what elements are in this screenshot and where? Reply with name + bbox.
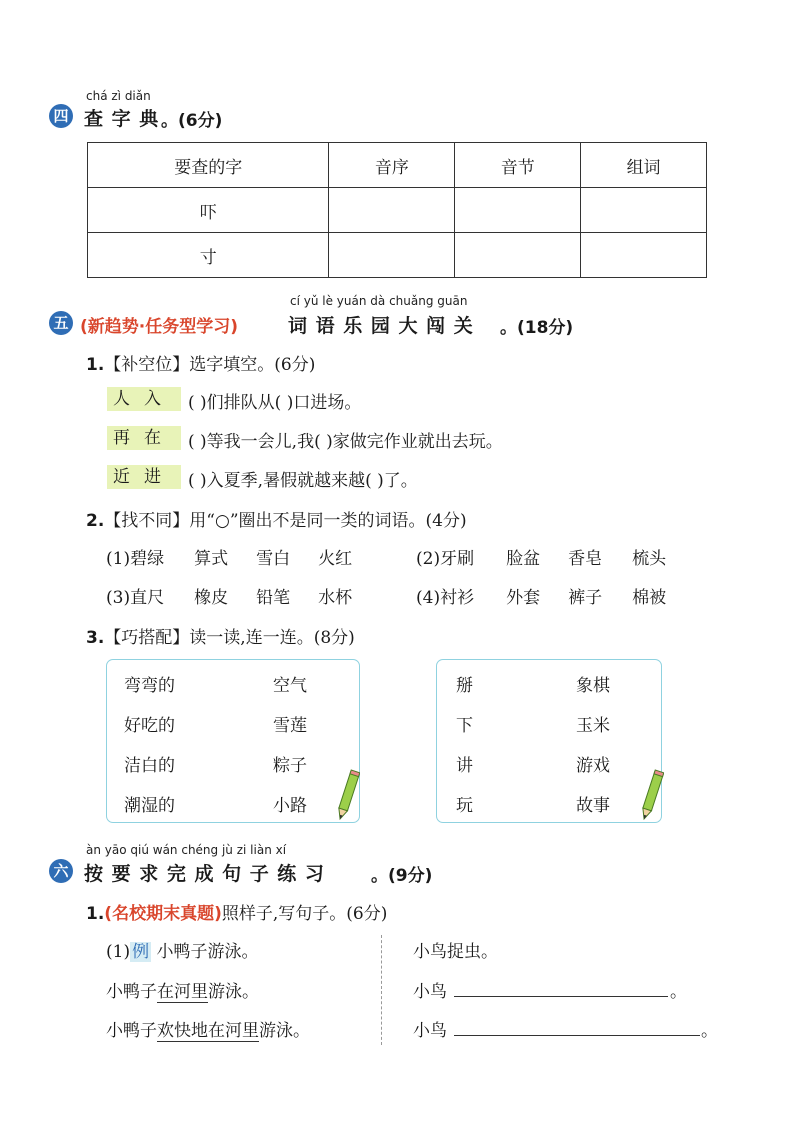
- table-cell-char: 吓: [88, 188, 329, 233]
- word[interactable]: 牙刷: [440, 549, 475, 569]
- example-line-3: [106, 1016, 310, 1041]
- word[interactable]: 衬衫: [440, 588, 475, 608]
- answer-blank-1[interactable]: [454, 976, 668, 997]
- word[interactable]: 棉被: [632, 588, 667, 608]
- word-group-4: [416, 583, 682, 608]
- section5-pinyin: cí yǔ lè yuán dà chuǎng guān: [290, 294, 468, 308]
- table-cell-input[interactable]: [455, 188, 581, 233]
- match-left-item[interactable]: 好吃的: [124, 716, 175, 736]
- word[interactable]: 碧绿: [130, 549, 165, 569]
- fill-sentence-1: ( )们排队从( )口进场。: [188, 393, 362, 413]
- word[interactable]: 雪白: [256, 549, 291, 569]
- example-underlined: 在河里: [157, 982, 208, 1002]
- match-right-item[interactable]: 玉米: [576, 716, 610, 736]
- table-cell-input[interactable]: [455, 233, 581, 278]
- section5-score: 。(18分): [500, 318, 574, 338]
- word[interactable]: 外套: [506, 588, 541, 608]
- word[interactable]: 火红: [318, 549, 353, 569]
- section5-tag: (新趋势·任务型学习): [80, 317, 238, 337]
- example-text: 小鸭子: [106, 1021, 157, 1041]
- s6-q1-number: 1.: [86, 904, 105, 924]
- q3-number: 3.: [86, 628, 105, 648]
- q2-label: 【找不同】用“○”圈出不是同一类的词语。(4分): [104, 511, 467, 531]
- s6-q1-heading: [86, 899, 387, 924]
- example-tag: 例: [132, 942, 150, 962]
- match-right-item[interactable]: 空气: [273, 676, 307, 696]
- exercise-line-2-end: 。: [670, 982, 687, 1002]
- s6-q1-tag: (名校期末真题): [104, 904, 222, 924]
- match-left-item[interactable]: 讲: [456, 756, 473, 776]
- char-pair-3: 近进: [107, 465, 181, 489]
- char-pair-2: 再在: [107, 426, 181, 450]
- match-left-item[interactable]: 潮湿的: [124, 796, 175, 816]
- word[interactable]: 香皂: [568, 549, 603, 569]
- word-group-1: [106, 544, 378, 569]
- exercise-line-3-end: 。: [701, 1021, 718, 1041]
- match-right-item[interactable]: 游戏: [576, 756, 610, 776]
- section4-title: 查 字 典: [84, 108, 160, 130]
- word-group-2: [416, 544, 682, 569]
- table-cell-char: 寸: [88, 233, 329, 278]
- word[interactable]: 算式: [194, 549, 229, 569]
- exercise-line-1: 小鸟捉虫。: [413, 942, 498, 962]
- group-label: (2): [416, 549, 441, 569]
- pencil-icon: [334, 768, 360, 824]
- table-cell-input[interactable]: [329, 188, 455, 233]
- group-label: (1): [106, 549, 131, 569]
- section6-title: 按 要 求 完 成 句 子 练 习: [84, 863, 325, 885]
- example-line-2: [106, 977, 259, 1002]
- group-label: (3): [106, 588, 131, 608]
- match-right-item[interactable]: 雪莲: [273, 716, 307, 736]
- example-underlined: 在河里: [208, 1021, 259, 1041]
- group-label: (4): [416, 588, 441, 608]
- s6-q1-label: 照样子,写句子。(6分): [221, 904, 388, 924]
- word[interactable]: 铅笔: [256, 588, 291, 608]
- example-underlined: 欢快地: [157, 1021, 208, 1041]
- table-cell-input[interactable]: [581, 188, 707, 233]
- example-text: 游泳。: [259, 1021, 310, 1041]
- example-line-1: [106, 937, 259, 962]
- q3-label: 【巧搭配】读一读,连一连。(8分): [104, 628, 355, 648]
- word[interactable]: 橡皮: [194, 588, 229, 608]
- section4-score: 。(6分): [161, 111, 223, 131]
- pencil-icon: [638, 768, 664, 824]
- q2-heading: [86, 506, 467, 531]
- table-header: 音节: [455, 143, 581, 188]
- table-header-row: [88, 143, 707, 188]
- word[interactable]: 脸盆: [506, 549, 541, 569]
- q3-heading: [86, 623, 355, 648]
- q1-label: 【补空位】选字填空。(6分): [104, 355, 316, 375]
- match-left-item[interactable]: 掰: [456, 676, 473, 696]
- q1-heading: [86, 350, 315, 375]
- match-left-item[interactable]: 下: [456, 716, 473, 736]
- q1-number: 1.: [86, 355, 105, 375]
- section5-badge: 五: [49, 311, 73, 335]
- table-row: [88, 233, 707, 278]
- table-row: [88, 188, 707, 233]
- table-header: 要查的字: [88, 143, 329, 188]
- word[interactable]: 裤子: [568, 588, 603, 608]
- answer-blank-2[interactable]: [454, 1015, 700, 1036]
- section6-score: 。(9分): [371, 866, 433, 886]
- section6-badge: 六: [49, 859, 73, 883]
- word[interactable]: 梳头: [632, 549, 667, 569]
- match-left-item[interactable]: 洁白的: [124, 756, 175, 776]
- example-prefix: (1): [106, 942, 131, 962]
- match-left-item[interactable]: 玩: [456, 796, 473, 816]
- word[interactable]: 水杯: [318, 588, 353, 608]
- word[interactable]: 直尺: [130, 588, 165, 608]
- table-header: 组词: [581, 143, 707, 188]
- section4-badge: 四: [49, 104, 73, 128]
- table-header: 音序: [329, 143, 455, 188]
- q2-number: 2.: [86, 511, 105, 531]
- match-right-item[interactable]: 象棋: [576, 676, 610, 696]
- word-group-3: [106, 583, 378, 608]
- char-pair-1: 人入: [107, 387, 181, 411]
- example-sentence: 小鸭子游泳。: [156, 942, 259, 962]
- match-right-item[interactable]: 粽子: [273, 756, 307, 776]
- example-text: 小鸭子: [106, 982, 157, 1002]
- section5-title: 词 语 乐 园 大 闯 关: [288, 315, 474, 337]
- table-cell-input[interactable]: [581, 233, 707, 278]
- table-cell-input[interactable]: [329, 233, 455, 278]
- section6-pinyin: àn yāo qiú wán chéng jù zi liàn xí: [86, 843, 287, 857]
- divider: [381, 935, 382, 1045]
- section4-pinyin: chá zì diǎn: [86, 89, 151, 103]
- dictionary-table: [87, 142, 707, 278]
- match-left-item[interactable]: 弯弯的: [124, 676, 175, 696]
- match-right-item[interactable]: 故事: [576, 796, 610, 816]
- exercise-line-2-label: 小鸟: [413, 982, 447, 1002]
- exercise-line-3-label: 小鸟: [413, 1021, 447, 1041]
- match-right-item[interactable]: 小路: [273, 796, 307, 816]
- fill-sentence-2: ( )等我一会儿,我( )家做完作业就出去玩。: [188, 432, 503, 452]
- fill-sentence-3: ( )入夏季,暑假就越来越( )了。: [188, 471, 418, 491]
- example-text: 游泳。: [208, 982, 259, 1002]
